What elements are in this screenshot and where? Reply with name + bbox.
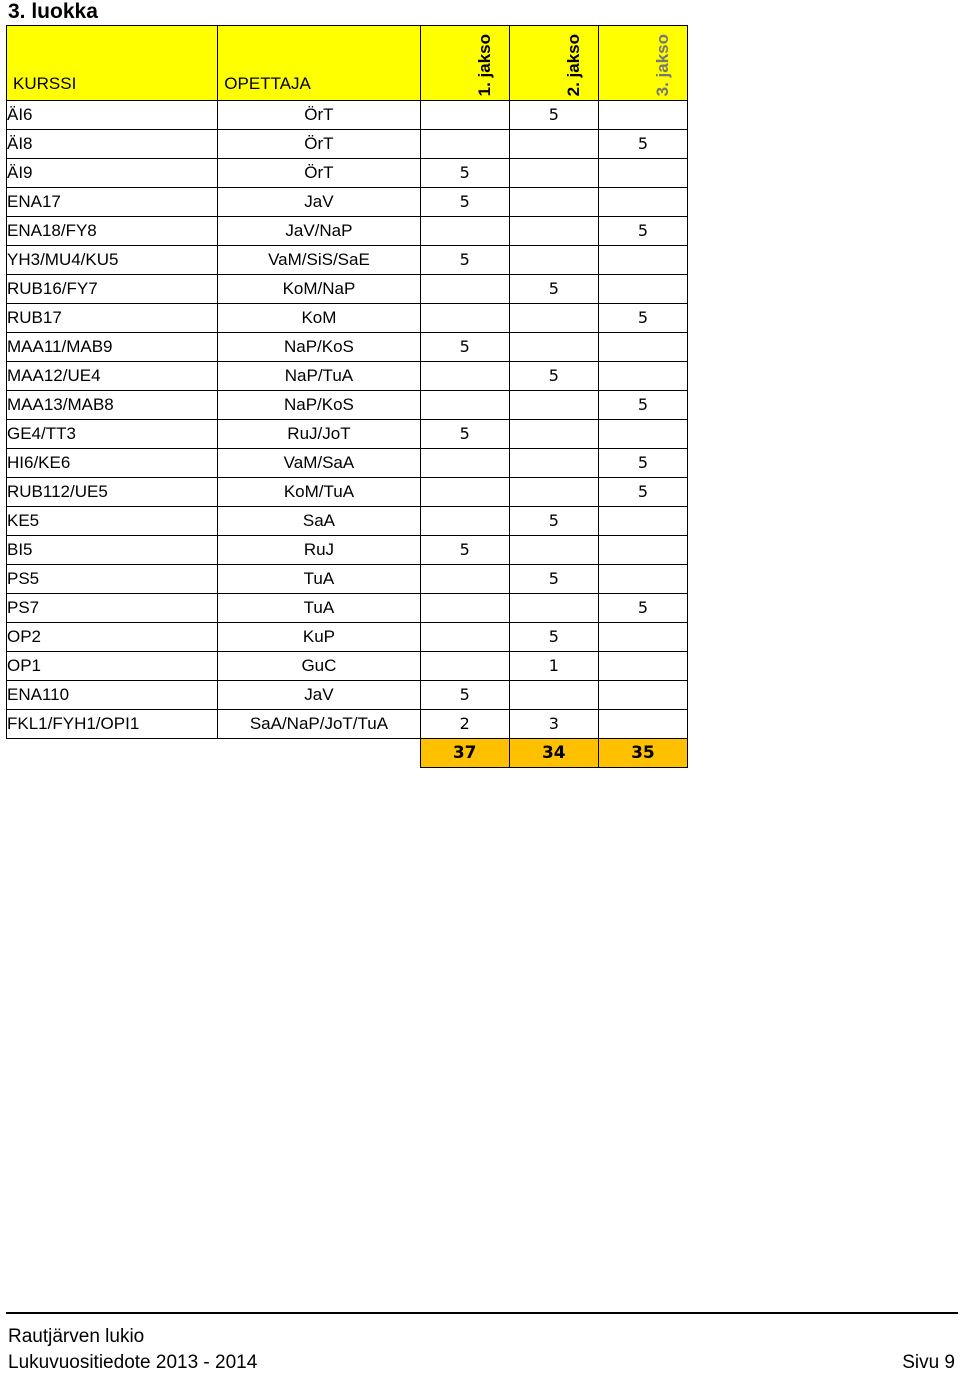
period-1-cell xyxy=(420,362,509,391)
course-cell: RUB112/UE5 xyxy=(7,478,218,507)
period-1-cell xyxy=(420,623,509,652)
table-row xyxy=(7,333,688,362)
period-2-cell: 5 xyxy=(509,623,598,652)
teacher-cell: ÖrT xyxy=(218,130,420,159)
period-3-cell xyxy=(598,652,687,681)
footer-divider xyxy=(6,1312,958,1314)
period-3-cell xyxy=(598,101,687,130)
course-cell: KE5 xyxy=(7,507,218,536)
course-cell: PS5 xyxy=(7,565,218,594)
period-1-cell: 2 xyxy=(420,710,509,739)
period-1-cell xyxy=(420,652,509,681)
period-1-cell xyxy=(420,391,509,420)
teacher-cell: JaV xyxy=(218,681,420,710)
period-2-cell: 5 xyxy=(509,565,598,594)
header-period-1-label: 1. jakso xyxy=(474,33,494,96)
course-cell: HI6/KE6 xyxy=(7,449,218,478)
course-cell: ÄI8 xyxy=(7,130,218,159)
period-3-cell: 5 xyxy=(598,130,687,159)
course-cell: OP2 xyxy=(7,623,218,652)
page-title: 3. luokka xyxy=(8,0,98,23)
period-2-cell xyxy=(509,478,598,507)
period-2-cell: 5 xyxy=(509,101,598,130)
period-3-cell xyxy=(598,188,687,217)
period-3-cell xyxy=(598,246,687,275)
period-1-cell xyxy=(420,101,509,130)
course-cell: BI5 xyxy=(7,536,218,565)
course-cell: YH3/MU4/KU5 xyxy=(7,246,218,275)
period-3-cell: 5 xyxy=(598,594,687,623)
period-1-cell xyxy=(420,478,509,507)
period-1-cell xyxy=(420,304,509,333)
period-2-cell xyxy=(509,217,598,246)
teacher-cell: RuJ/JoT xyxy=(218,420,420,449)
header-course: KURSSI xyxy=(7,26,218,101)
table-row xyxy=(7,246,688,275)
teacher-cell: TuA xyxy=(218,565,420,594)
total-period-3: 35 xyxy=(598,739,687,768)
course-cell: ENA18/FY8 xyxy=(7,217,218,246)
period-3-cell: 5 xyxy=(598,304,687,333)
table-row xyxy=(7,652,688,681)
period-3-cell xyxy=(598,710,687,739)
teacher-cell: VaM/SiS/SaE xyxy=(218,246,420,275)
period-3-cell: 5 xyxy=(598,391,687,420)
period-1-cell: 5 xyxy=(420,188,509,217)
table-header-row xyxy=(7,26,688,101)
course-cell: OP1 xyxy=(7,652,218,681)
period-2-cell xyxy=(509,420,598,449)
table-row xyxy=(7,594,688,623)
period-1-cell: 5 xyxy=(420,159,509,188)
teacher-cell: JaV xyxy=(218,188,420,217)
period-2-cell: 5 xyxy=(509,362,598,391)
period-1-cell xyxy=(420,507,509,536)
totals-row xyxy=(7,739,688,768)
period-3-cell xyxy=(598,536,687,565)
teacher-cell: TuA xyxy=(218,594,420,623)
table-row xyxy=(7,536,688,565)
header-period-2 xyxy=(509,26,598,101)
course-cell: MAA11/MAB9 xyxy=(7,333,218,362)
period-2-cell: 3 xyxy=(509,710,598,739)
table-row xyxy=(7,623,688,652)
period-2-cell: 1 xyxy=(509,652,598,681)
period-1-cell xyxy=(420,565,509,594)
course-cell: RUB16/FY7 xyxy=(7,275,218,304)
period-2-cell xyxy=(509,391,598,420)
period-1-cell: 5 xyxy=(420,420,509,449)
table-row xyxy=(7,391,688,420)
header-teacher: OPETTAJA xyxy=(218,26,420,101)
period-1-cell xyxy=(420,449,509,478)
period-3-cell xyxy=(598,275,687,304)
table-row xyxy=(7,710,688,739)
header-period-2-label: 2. jakso xyxy=(563,33,583,96)
period-1-cell xyxy=(420,217,509,246)
period-1-cell xyxy=(420,130,509,159)
footer-page-number: Sivu 9 xyxy=(902,1352,955,1373)
period-3-cell xyxy=(598,333,687,362)
period-1-cell: 5 xyxy=(420,333,509,362)
course-cell: RUB17 xyxy=(7,304,218,333)
teacher-cell: KoM/NaP xyxy=(218,275,420,304)
period-3-cell xyxy=(598,681,687,710)
total-period-2: 34 xyxy=(509,739,598,768)
teacher-cell: NaP/KoS xyxy=(218,391,420,420)
teacher-cell: ÖrT xyxy=(218,101,420,130)
table-row xyxy=(7,565,688,594)
period-2-cell xyxy=(509,304,598,333)
table-row xyxy=(7,275,688,304)
footer-school-name: Rautjärven lukio xyxy=(8,1326,145,1347)
teacher-cell: SaA xyxy=(218,507,420,536)
period-2-cell xyxy=(509,159,598,188)
table-row xyxy=(7,101,688,130)
period-3-cell xyxy=(598,565,687,594)
table-row xyxy=(7,478,688,507)
period-1-cell xyxy=(420,275,509,304)
period-2-cell: 5 xyxy=(509,507,598,536)
period-3-cell xyxy=(598,623,687,652)
teacher-cell: KoM/TuA xyxy=(218,478,420,507)
total-period-1: 37 xyxy=(420,739,509,768)
teacher-cell: SaA/NaP/JoT/TuA xyxy=(218,710,420,739)
teacher-cell: NaP/TuA xyxy=(218,362,420,391)
course-cell: ENA17 xyxy=(7,188,218,217)
table-row xyxy=(7,449,688,478)
period-2-cell xyxy=(509,333,598,362)
period-3-cell: 5 xyxy=(598,478,687,507)
table-body xyxy=(7,101,688,739)
course-cell: PS7 xyxy=(7,594,218,623)
period-1-cell xyxy=(420,594,509,623)
period-1-cell: 5 xyxy=(420,536,509,565)
period-2-cell xyxy=(509,594,598,623)
table-row xyxy=(7,362,688,391)
teacher-cell: KuP xyxy=(218,623,420,652)
period-2-cell xyxy=(509,681,598,710)
table-row xyxy=(7,507,688,536)
course-cell: MAA13/MAB8 xyxy=(7,391,218,420)
teacher-cell: KoM xyxy=(218,304,420,333)
course-cell: ENA110 xyxy=(7,681,218,710)
header-period-3-label: 3. jakso xyxy=(652,33,672,96)
period-2-cell xyxy=(509,449,598,478)
table-row xyxy=(7,159,688,188)
teacher-cell: RuJ xyxy=(218,536,420,565)
teacher-cell: ÖrT xyxy=(218,159,420,188)
period-3-cell xyxy=(598,420,687,449)
footer-document-title: Lukuvuositiedote 2013 - 2014 xyxy=(8,1352,258,1373)
table-row xyxy=(7,420,688,449)
period-3-cell xyxy=(598,362,687,391)
teacher-cell: GuC xyxy=(218,652,420,681)
period-3-cell xyxy=(598,159,687,188)
course-cell: FKL1/FYH1/OPI1 xyxy=(7,710,218,739)
teacher-cell: VaM/SaA xyxy=(218,449,420,478)
course-cell: MAA12/UE4 xyxy=(7,362,218,391)
course-cell: GE4/TT3 xyxy=(7,420,218,449)
period-3-cell: 5 xyxy=(598,449,687,478)
period-2-cell: 5 xyxy=(509,275,598,304)
period-3-cell xyxy=(598,507,687,536)
table-row xyxy=(7,681,688,710)
period-2-cell xyxy=(509,130,598,159)
period-2-cell xyxy=(509,536,598,565)
period-2-cell xyxy=(509,188,598,217)
table-row xyxy=(7,217,688,246)
teacher-cell: NaP/KoS xyxy=(218,333,420,362)
course-cell: ÄI9 xyxy=(7,159,218,188)
teacher-cell: JaV/NaP xyxy=(218,217,420,246)
course-schedule-table xyxy=(6,25,688,768)
period-1-cell: 5 xyxy=(420,246,509,275)
period-3-cell: 5 xyxy=(598,217,687,246)
table-row xyxy=(7,130,688,159)
course-cell: ÄI6 xyxy=(7,101,218,130)
header-period-3 xyxy=(598,26,687,101)
header-period-1 xyxy=(420,26,509,101)
period-1-cell: 5 xyxy=(420,681,509,710)
table-row xyxy=(7,304,688,333)
period-2-cell xyxy=(509,246,598,275)
table-row xyxy=(7,188,688,217)
